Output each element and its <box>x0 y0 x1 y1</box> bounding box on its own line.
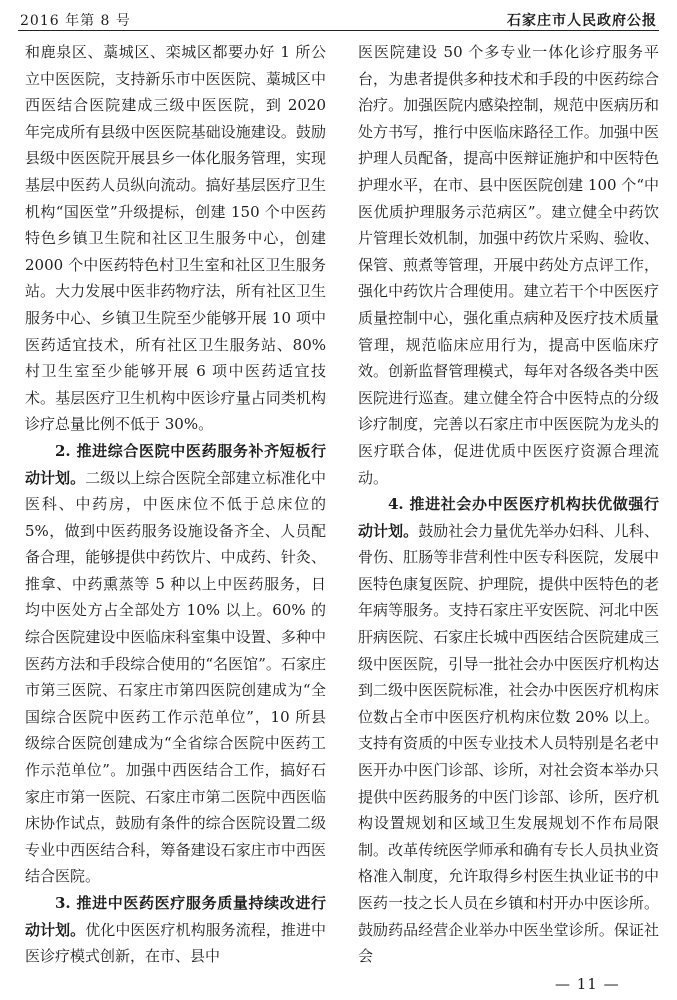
right-paragraph-2 <box>358 491 659 967</box>
right-paragraph-1: 医医院建设 50 个多专业一体化诊疗服务平台，为患者提供多种技术和手段的中医药综合治疗。加强医院内感染控制，规范中医病历和处方书写，推行中医临床路径工作。加强中医护理人员配备，提高中医辩证施护和中医特色护理水平，在市、县中医医院创建 100 个“中医优质护理服务示范病区”。建立健全中药饮片管理长效机制，加强中药饮片采购、验收、保管、煎煮等管理，开展中药处方点评工作，强化中药饮片合理使用。建立若干个中医医疗质量控制中心，强化重点病种及医疗技术质量管理，规范临床应用行为，提高中医临床疗效。创新监督管理模式，每年对各级各类中医医院进行巡查。建立健全符合中医特点的分级诊疗制度，完善以石家庄市中医医院为龙头的医疗联合体，促进优质中医医疗资源合理流动。 <box>358 43 659 487</box>
section-4-body: 鼓励社会力量优先举办妇科、儿科、骨伤、肛肠等非营利性中医专科医院，发展中医特色康复医院、护理院，提供中医特色的老年病等服务。支持石家庄平安医院、河北中医肝病医院、石家庄长城中西医结合医院建成三级中医医院，引导一批社会办中医医疗机构达到二级中医医院标准，社会办中医医疗机构床位数占全市中医医疗机构床位数 20% 以上。支持有资质的中医专业技术人员特别是名老中医开办中医门诊部、诊所，对社会资本举办只提供中医药服务的中医门诊部、诊所，医疗机构设置规划和区域卫生发展规划不作布局限制。改革传统医学师承和确有专长人员执业资格准入制度，允许取得乡村医生执业证书的中医药一技之长人员在乡镇和村开办中医诊所。鼓励药品经营企业举办中医坐堂诊所。保证社会 <box>358 521 659 966</box>
left-paragraph-1: 和鹿泉区、藁城区、栾城区都要办好 1 所公立中医医院，支持新乐市中医医院、藁城区中西医结合医院建成三级中医医院，到 2020 年完成所有县级中医医院基础设施建设。鼓励县级中医医院开展县乡一体化服务管理，实现基层中医药人员纵向流动。搞好基层医疗卫生机构“国医堂”升级提标，创建 150 个中医药特色乡镇卫生院和社区卫生服务中心，创建 2000 个中医药特色村卫生室和社区卫生服务站。大力发展中医非药物疗法，所有社区卫生服务中心、乡镇卫生院至少能够开展 10 项中医药适宜技术，所有社区卫生服务站、80% 村卫生室至少能够开展 6 项中医药适宜技术。基层医疗卫生机构中医诊疗量占同类机构诊疗总量比例不低于 30%。 <box>25 43 326 434</box>
left-paragraph-3 <box>25 890 326 967</box>
section-3-body: 优化中医医疗机构服务流程，推进中医诊疗模式创新，在市、县中 <box>25 920 326 966</box>
section-2-heading: 2. 推进综合医院中医药服务补齐短板行动计划。 <box>25 441 326 487</box>
section-3-heading: 3. 推进中医药医疗服务质量持续改进行动计划。 <box>25 894 326 939</box>
right-column <box>358 39 659 967</box>
left-column <box>25 39 326 967</box>
page-header <box>18 6 659 31</box>
section-4-heading: 4. 推进社会办中医医疗机构扶优做强行动计划。 <box>358 495 659 540</box>
page-number: — 11 — <box>555 975 620 993</box>
publication-title: 石家庄市人民政府公报 <box>507 13 657 29</box>
section-2-body: 二级以上综合医院全部建立标准化中医科、中药房，中医床位不低于总床位的 5%，做到中医药服务设施设备齐全、人员配备合理，能够提供中药饮片、中成药、针灸、推拿、中药熏蒸等 5 种以上中医药服务，日均中医处方占全部处方 10% 以上。60% 的综合医院建设中医临床科室集中设置、多种中医药方法和手段综合使用的“名医馆”。石家庄市第三医院、石家庄市第四医院创建成为“全国综合医院中医药工作示范单位”，10 所县级综合医院创建成为“全省综合医院中医药工作示范单位”。加强中西医结合工作，搞好石家庄市第一医院、石家庄市第二医院中西医临床协作试点，鼓励有条件的综合医院设置二级专业中西医结合科，筹备建设石家庄市中西医结合医院。 <box>25 468 326 886</box>
issue-label: 2016 年第 8 号 <box>20 13 131 29</box>
left-paragraph-2 <box>25 438 326 890</box>
